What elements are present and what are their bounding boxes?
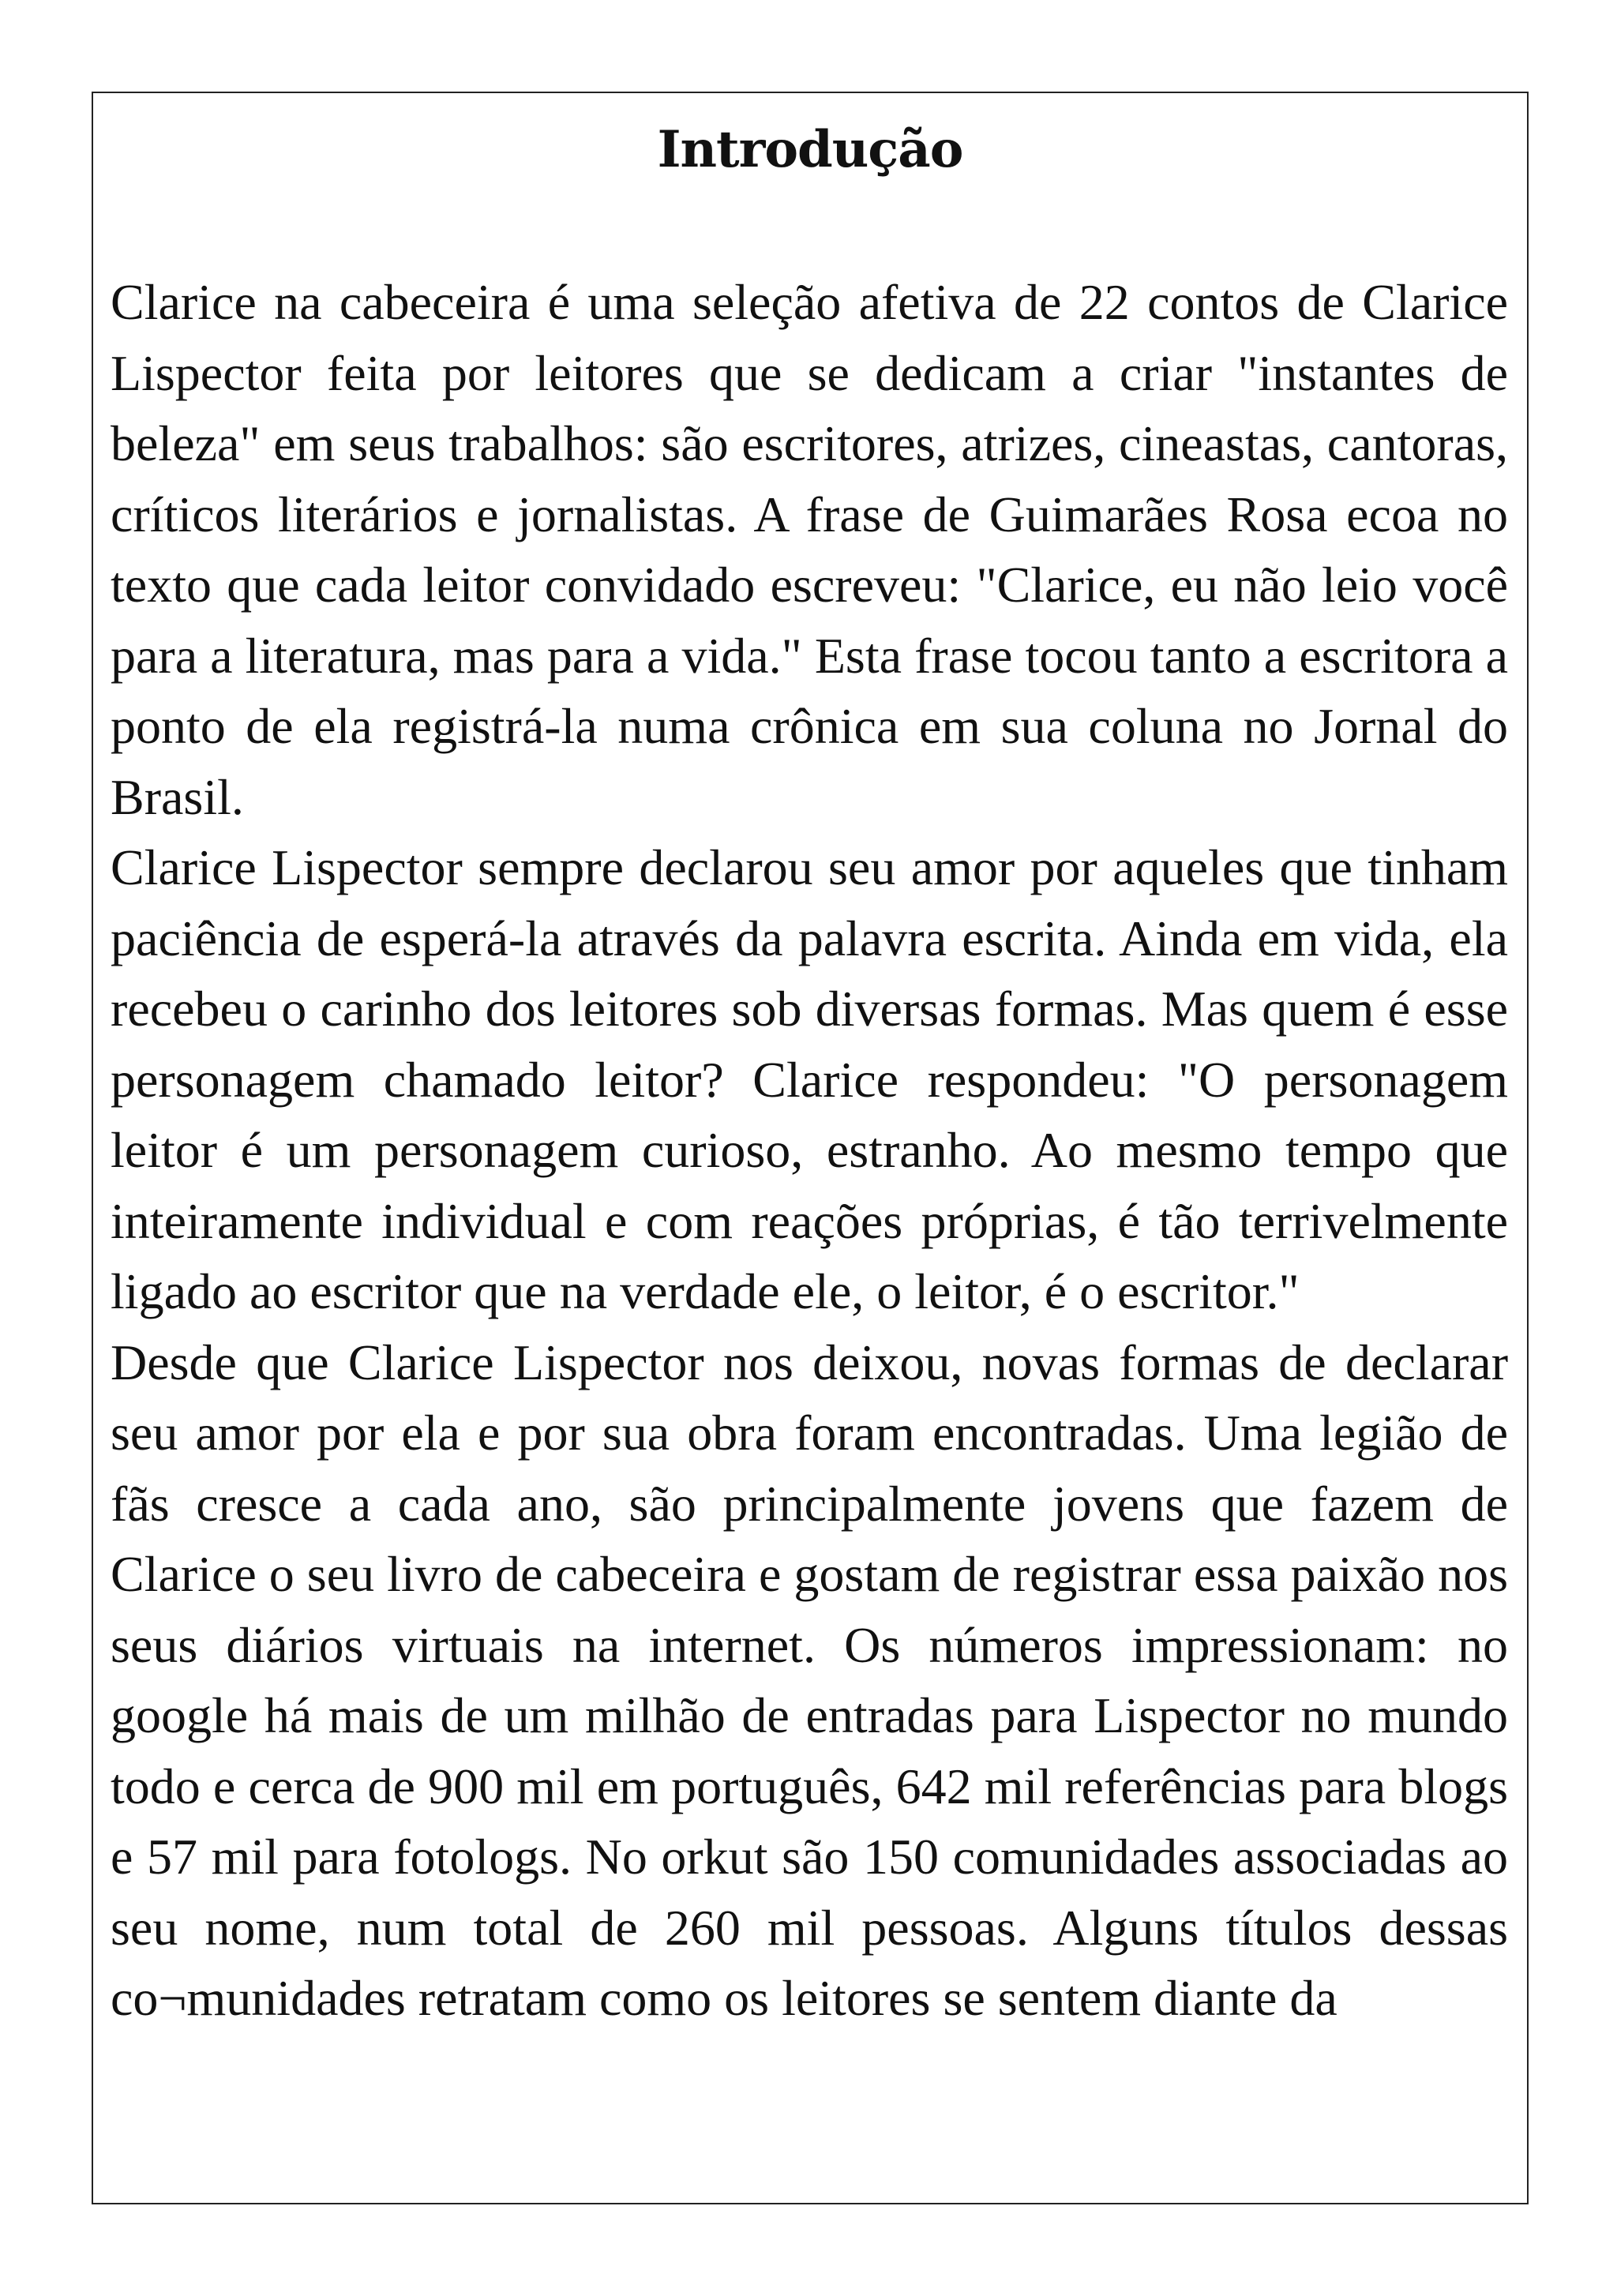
paragraph-3: Desde que Clarice Lispector nos deixou, novas formas de declarar seu amor por ela e por sua obra foram encontradas. Uma legião de fãs cresce a cada ano, são principalmente jovens que fazem de Clarice o seu livro de cabeceira e gostam de registrar essa paixão nos seus diários virtuais na internet. Os números impressionam: no google há mais de um milhão de entradas para Lispector no mundo todo e cerca de 900 mil em português, 642 mil referências para blogs e 57 mil para fotologs. No orkut são 150 comunidades associadas ao seu nome, num total de 260 mil pessoas. Alguns títulos dessas co¬munidades retratam como os leitores se sentem diante da (111, 1334, 1508, 2026)
body-text (111, 267, 1508, 2034)
page-frame (92, 92, 1529, 2204)
paragraph-2: Clarice Lispector sempre declarou seu amor por aqueles que tinham paciência de esperá-la através da palavra escrita. Ainda em vida, ela recebeu o carinho dos leitores sob diversas formas. Mas quem é esse personagem chamado leitor? Clarice respondeu: "O personagem leitor é um personagem curioso, estranho. Ao mesmo tempo que inteiramente individual e com reações próprias, é tão terrivelmente ligado ao escritor que na verdade ele, o leitor, é o escritor." (111, 839, 1508, 1319)
paragraph-1: Clarice na cabeceira é uma seleção afetiva de 22 contos de Clarice Lispector feita por leitores que se dedicam a criar "instantes de beleza" em seus trabalhos: são escritores, atrizes, cineastas, cantoras, críticos literários e jornalistas. A frase de Guimarães Rosa ecoa no texto que cada leitor convidado escreveu: "Clarice, eu não leio você para a literatura, mas para a vida." Esta frase tocou tanto a escritora a ponto de ela registrá-la numa crônica em sua coluna no Jornal do Brasil. (111, 274, 1508, 825)
page-title: Introdução (657, 120, 963, 179)
